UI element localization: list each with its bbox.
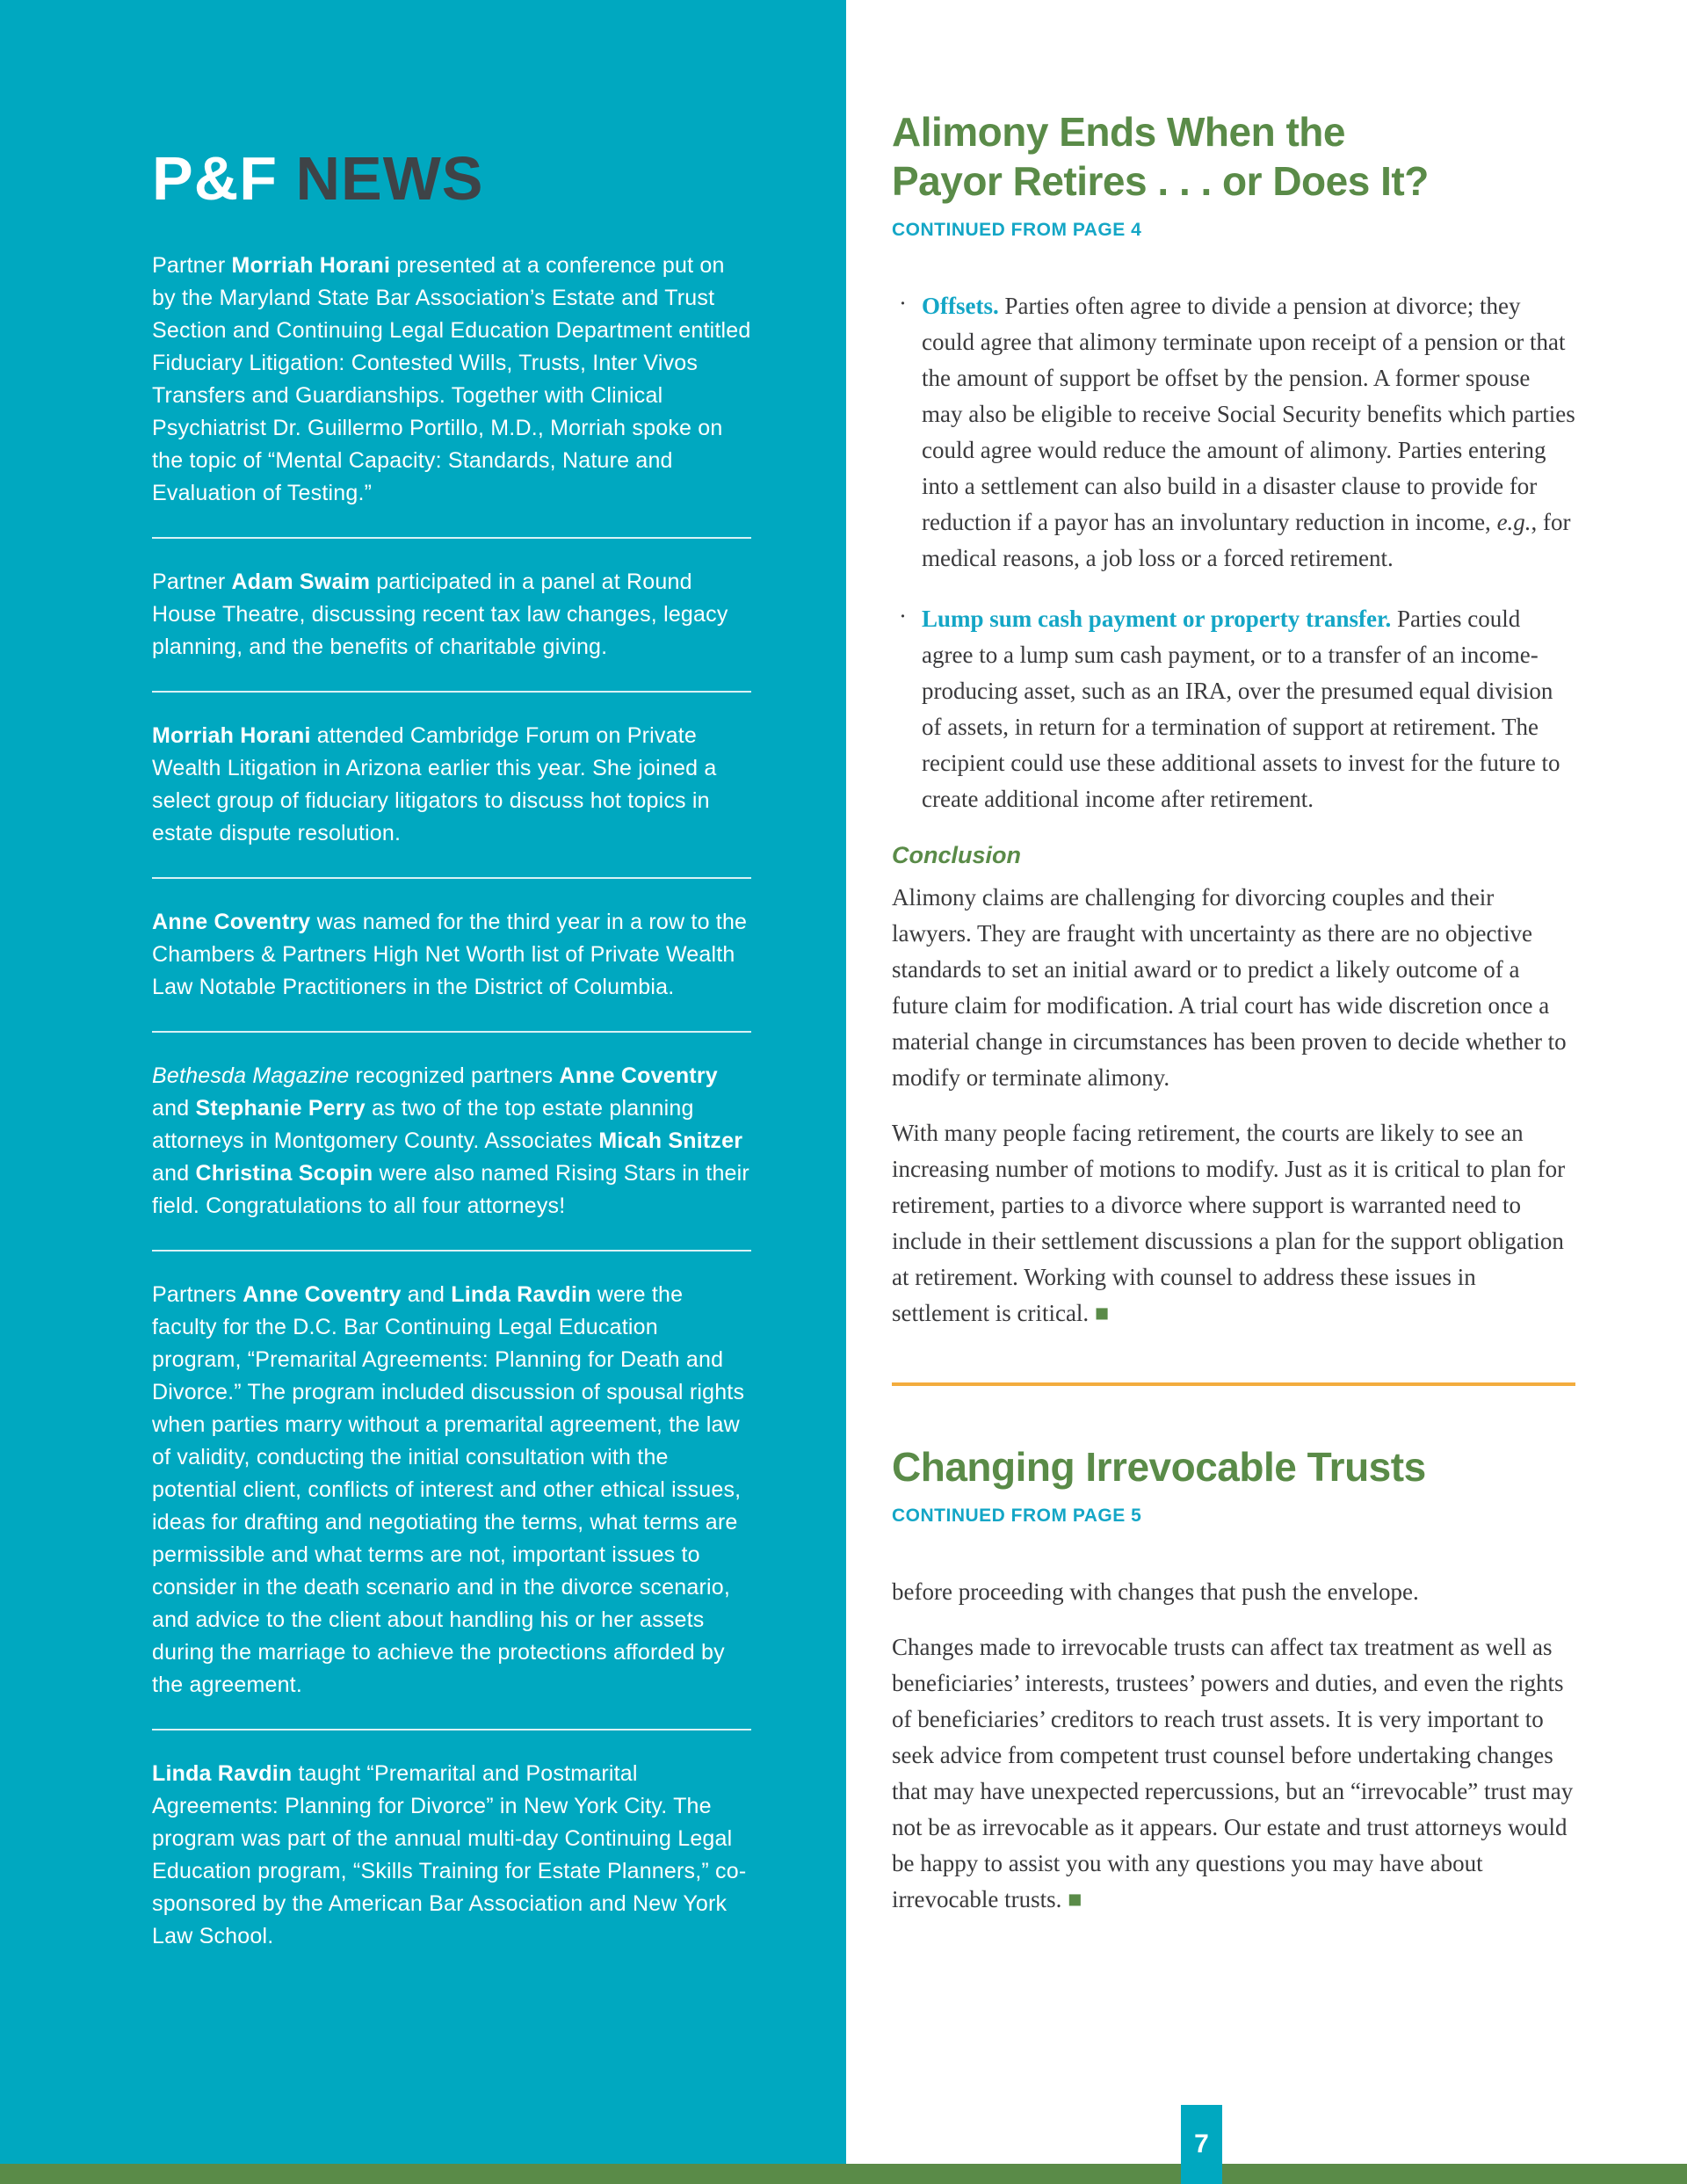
list-item: [892, 288, 1575, 577]
news-item-7: Linda Ravdin taught “Premarital and Postmarital Agreements: Planning for Divorce” in New York City. The program was part of the annual multi-day Continuing Legal Education program, “Skills Training for Estate Planners,” co-sponsored by the American Bar Association and New York Law School.: [152, 1761, 747, 1948]
divider: [152, 1031, 751, 1033]
news-sidebar: [0, 0, 846, 2164]
articles-column: [892, 107, 1575, 1918]
news-item-3: Morriah Horani attended Cambridge Forum on Private Wealth Litigation in Arizona earlier this year. She joined a select group of fiduciary litigators to discuss hot topics in estate dispute resolution.: [152, 723, 717, 845]
divider: [152, 1729, 751, 1731]
news-item-6: Partners Anne Coventry and Linda Ravdin were the faculty for the D.C. Bar Continuing Legal Education program, “Premarital Agreements: Planning for Death and Divorce.” The program included discussion of spousal rights when parties marry without a premarital agreement, the law of validity, conducting the initial consultation with the potential client, conflicts of interest and other ethical issues, ideas for drafting and negotiating the terms, what terms are permissible and what terms are not, important issues to consider in the death scenario and in the divorce scenario, and advice to the client about handling his or her assets during the marriage to achieve the protections afforded by the agreement.: [152, 1282, 745, 1697]
continued-from-label: CONTINUED FROM PAGE 5: [892, 1506, 1142, 1526]
news-item-5: Bethesda Magazine recognized partners Anne Coventry and Stephanie Perry as two of the top estate planning attorneys in Montgomery County. Associates Micah Snitzer and Christina Scopin were also named Rising Stars in their field. Congratulations to all four attorneys!: [152, 1063, 749, 1218]
divider: [152, 537, 751, 539]
news-item-1: Partner Morriah Horani presented at a conference put on by the Maryland State Bar Association’s Estate and Trust Section and Continuing Legal Education Department entitled Fiduciary Litigation: Contested Wills, Trusts, Inter Vivos Transfers and Guardianships. Together with Clinical Psychiatrist Dr. Guillermo Portillo, M.D., Morriah spoke on the topic of “Mental Capacity: Standards, Nature and Evaluation of Testing.”: [152, 253, 751, 505]
divider: [152, 877, 751, 879]
conclusion-heading: Conclusion: [892, 842, 1021, 868]
list-item: [892, 601, 1575, 817]
article-title: Changing Irrevocable Trusts: [892, 1444, 1426, 1490]
article-paragraph-1: before proceeding with changes that push the envelope.: [892, 1578, 1419, 1605]
article-irrevocable-trusts: [892, 1442, 1575, 1918]
article-title: [892, 107, 1575, 206]
news-item-2: Partner Adam Swaim participated in a panel at Round House Theatre, discussing recent tax law changes, legacy planning, and the benefits of charitable giving.: [152, 570, 728, 659]
continued-from-label: CONTINUED FROM PAGE 4: [892, 220, 1142, 240]
page-title: [152, 144, 751, 213]
divider: [152, 691, 751, 693]
bullet-dot: ·: [899, 603, 907, 629]
section-divider-rule: [892, 1382, 1575, 1386]
conclusion-paragraph-2: With many people facing retirement, the courts are likely to see an increasing number of motions to modify. Just as it is critical to plan for retirement, parties to a divorce where support is warranted need to include in their settlement discussions a plan for the support obligation at retirement. Working with counsel to address these issues in settlement is critical. ■: [892, 1120, 1566, 1326]
brand-news: NEWS: [295, 144, 484, 213]
page-number: 7: [1194, 2130, 1209, 2159]
divider: [152, 1250, 751, 1252]
bullet-text-lump-sum: Lump sum cash payment or property transfer. Parties could agree to a lump sum cash payment, or to a transfer of an income-producing asset, such as an IRA, over the presumed equal division of assets, in return for a termination of support at retirement. The recipient could use these additional assets to invest for the future to create additional income after retirement.: [922, 606, 1560, 812]
page-number-tab: [1181, 2105, 1222, 2184]
bullet-list: [892, 288, 1575, 817]
article-paragraph-2: Changes made to irrevocable trusts can affect tax treatment as well as beneficiaries’ interests, trustees’ powers and duties, and even the rights of beneficiaries’ creditors to reach trust assets. It is very important to seek advice from competent trust counsel before undertaking changes that may have unexpected repercussions, but an “irrevocable” trust may not be as irrevocable as it appears. Our estate and trust attorneys would be happy to assist you with any questions you may have about irrevocable trusts. ■: [892, 1634, 1574, 1912]
article-title-line2: Payor Retires . . . or Does It?: [892, 158, 1429, 204]
news-sidebar-content: [152, 144, 751, 1953]
news-item-4: Anne Coventry was named for the third year in a row to the Chambers & Partners High Net Worth list of Private Wealth Law Notable Practitioners in the District of Columbia.: [152, 910, 748, 999]
article-title-line1: Alimony Ends When the: [892, 109, 1345, 155]
conclusion-paragraph-1: Alimony claims are challenging for divorcing couples and their lawyers. They are fraught with uncertainty as there are no objective standards to set an initial award or to predict a likely outcome of a future claim for modification. A trial court has wide discretion once a material change in circumstances has been proven to decide whether to modify or terminate alimony.: [892, 884, 1567, 1091]
footer-bar: [0, 2164, 1687, 2184]
brand-pf: P&F: [152, 144, 278, 213]
bullet-text-offsets: Offsets. Parties often agree to divide a pension at divorce; they could agree that alimony terminate upon receipt of a pension or that the amount of support be offset by the pension. A former spouse may also be eligible to receive Social Security benefits which parties could agree would reduce the amount of alimony. Parties entering into a settlement can also build in a disaster clause to provide for reduction if a payor has an involuntary reduction in income, e.g., for medical reasons, a job loss or a forced retirement.: [922, 293, 1575, 571]
bullet-dot: ·: [899, 290, 907, 316]
article-alimony: [892, 107, 1575, 1331]
